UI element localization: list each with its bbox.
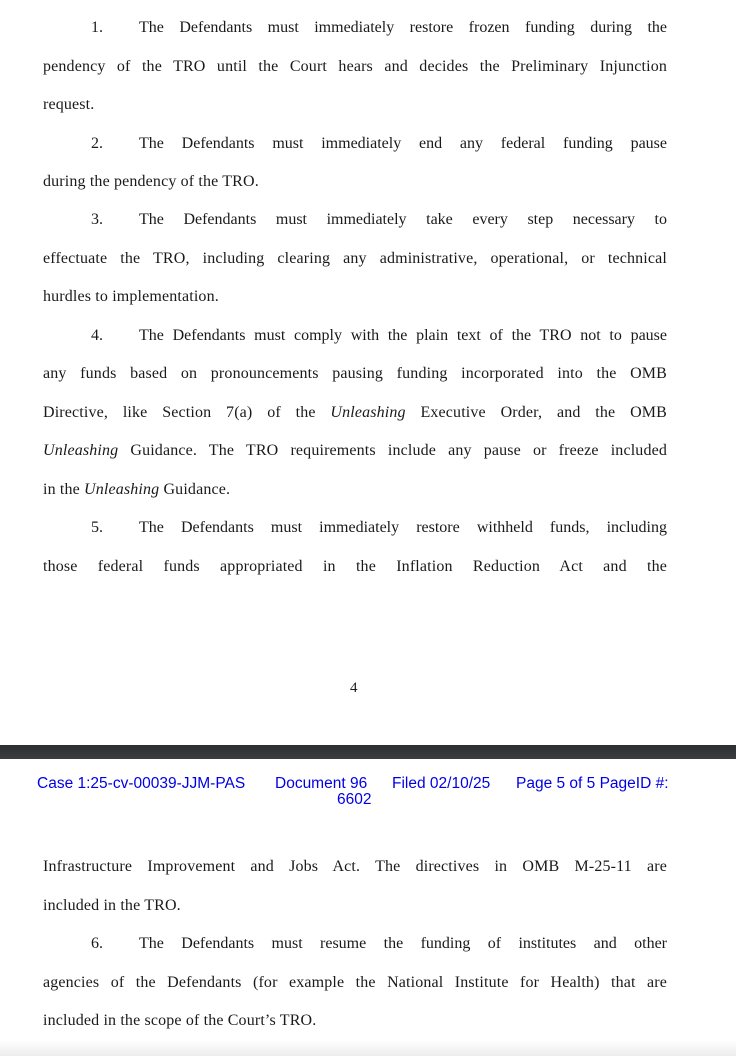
paragraph-line: The Defendants must immediately end any federal funding pause: [139, 135, 667, 152]
paragraph-line: pendency of the TRO until the Court hears and decides the Preliminary Injunction: [43, 58, 667, 75]
paragraph-number: 6.: [91, 935, 103, 952]
paragraph-line: Unleashing Guidance. The TRO requirements include any pause or freeze included: [43, 442, 667, 459]
paragraph-line: included in the scope of the Court’s TRO.: [43, 1012, 317, 1029]
paragraph-line: Directive, like Section 7(a) of the Unleashing Executive Order, and the OMB: [43, 404, 667, 421]
paragraph-line: any funds based on pronouncements pausing funding incorporated into the OMB: [43, 365, 667, 382]
paragraph-number: 4.: [91, 327, 103, 344]
paragraph-line: included in the TRO.: [43, 897, 181, 914]
paragraph-line: The Defendants must comply with the plain text of the TRO not to pause: [139, 327, 667, 344]
paragraph-line: hurdles to implementation.: [43, 288, 219, 305]
page-divider: [0, 745, 736, 759]
bottom-edge: [0, 1040, 736, 1056]
paragraph-line: The Defendants must immediately take every step necessary to: [139, 211, 667, 228]
paragraph-line: agencies of the Defendants (for example the National Institute for Health) that are: [43, 974, 667, 991]
case-number: Case 1:25-cv-00039-JJM-PAS: [37, 775, 246, 792]
paragraph-line: request.: [43, 96, 95, 113]
paragraph-line: during the pendency of the TRO.: [43, 173, 259, 190]
paragraph-number: 2.: [91, 135, 103, 152]
paragraph-line: effectuate the TRO, including clearing any administrative, operational, or technical: [43, 250, 667, 267]
paragraph-number: 5.: [91, 519, 103, 536]
page-number: 4: [350, 680, 358, 696]
page-info: Page 5 of 5 PageID #:: [516, 775, 669, 792]
filed-date: Filed 02/10/25: [392, 775, 491, 792]
paragraph-line: Infrastructure Improvement and Jobs Act. The directives in OMB M-25-11 are: [43, 858, 667, 875]
document-number: Document 96: [275, 775, 368, 792]
paragraph-number: 1.: [91, 19, 103, 36]
paragraph-line: The Defendants must immediately restore withheld funds, including: [139, 519, 667, 536]
paragraph-line: in the Unleashing Guidance.: [43, 481, 231, 498]
paragraph-line: The Defendants must resume the funding of institutes and other: [139, 935, 667, 952]
paragraph-number: 3.: [91, 211, 103, 228]
paragraph-line: those federal funds appropriated in the Inflation Reduction Act and the: [43, 558, 667, 575]
page-id: 6602: [337, 791, 372, 808]
paragraph-line: The Defendants must immediately restore frozen funding during the: [139, 19, 667, 36]
